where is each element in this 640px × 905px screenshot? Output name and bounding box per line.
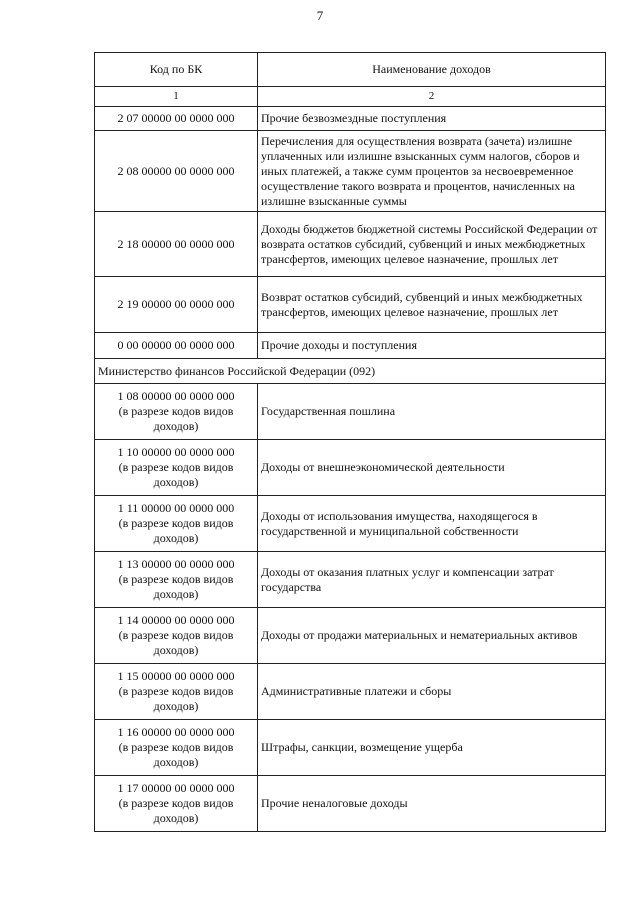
row-code: 2 19 00000 00 0000 000	[95, 277, 258, 333]
row-name: Доходы от внешнеэкономической деятельности	[258, 440, 606, 496]
table-row	[95, 212, 606, 277]
section-title: Министерство финансов Российской Федерации (092)	[95, 359, 606, 384]
table-row	[95, 384, 606, 440]
row-code: 1 16 00000 00 0000 000 (в разрезе кодов видов доходов)	[95, 720, 258, 776]
table-row	[95, 107, 606, 131]
table-row	[95, 333, 606, 359]
row-code: 0 00 00000 00 0000 000	[95, 333, 258, 359]
row-code: 1 17 00000 00 0000 000 (в разрезе кодов видов доходов)	[95, 776, 258, 832]
header-name: Наименование доходов	[258, 53, 606, 87]
row-name: Штрафы, санкции, возмещение ущерба	[258, 720, 606, 776]
row-name: Доходы от оказания платных услуг и компенсации затрат государства	[258, 552, 606, 608]
row-name: Прочие доходы и поступления	[258, 333, 606, 359]
column-number-code: 1	[95, 87, 258, 107]
table-row	[95, 496, 606, 552]
table-row	[95, 552, 606, 608]
revenue-codes-table	[94, 52, 606, 832]
row-name: Доходы от использования имущества, находящегося в государственной и муниципальной собственности	[258, 496, 606, 552]
table-row	[95, 776, 606, 832]
row-name: Прочие безвозмездные поступления	[258, 107, 606, 131]
table-row	[95, 277, 606, 333]
row-code: 2 18 00000 00 0000 000	[95, 212, 258, 277]
row-name: Административные платежи и сборы	[258, 664, 606, 720]
row-code: 1 15 00000 00 0000 000 (в разрезе кодов видов доходов)	[95, 664, 258, 720]
column-number-row	[95, 87, 606, 107]
table-row	[95, 720, 606, 776]
table-row	[95, 608, 606, 664]
row-name: Возврат остатков субсидий, субвенций и иных межбюджетных трансфертов, имеющих целевое назначение, прошлых лет	[258, 277, 606, 333]
table-row	[95, 131, 606, 212]
page-number: 7	[316, 8, 324, 23]
row-name: Государственная пошлина	[258, 384, 606, 440]
row-code: 2 07 00000 00 0000 000	[95, 107, 258, 131]
row-code: 1 13 00000 00 0000 000 (в разрезе кодов видов доходов)	[95, 552, 258, 608]
row-name: Прочие неналоговые доходы	[258, 776, 606, 832]
header-code: Код по БК	[95, 53, 258, 87]
row-code: 1 08 00000 00 0000 000 (в разрезе кодов видов доходов)	[95, 384, 258, 440]
row-name: Доходы бюджетов бюджетной системы Российской Федерации от возврата остатков субсидий, субвенций и иных межбюджетных трансфертов, имеющих целевое назначение, прошлых лет	[258, 212, 606, 277]
table-row	[95, 440, 606, 496]
row-code: 1 11 00000 00 0000 000 (в разрезе кодов видов доходов)	[95, 496, 258, 552]
table-row	[95, 664, 606, 720]
row-code: 1 10 00000 00 0000 000 (в разрезе кодов видов доходов)	[95, 440, 258, 496]
row-name: Доходы от продажи материальных и нематериальных активов	[258, 608, 606, 664]
table-header-row	[95, 53, 606, 87]
column-number-name: 2	[258, 87, 606, 107]
row-name: Перечисления для осуществления возврата (зачета) излишне уплаченных или излишне взысканных сумм налогов, сборов и иных платежей, а также сумм процентов за несвоевременное осуществление такого возврата и процентов, начисленных на излишне взысканные суммы	[258, 131, 606, 212]
section-row	[95, 359, 606, 384]
row-code: 2 08 00000 00 0000 000	[95, 131, 258, 212]
row-code: 1 14 00000 00 0000 000 (в разрезе кодов видов доходов)	[95, 608, 258, 664]
